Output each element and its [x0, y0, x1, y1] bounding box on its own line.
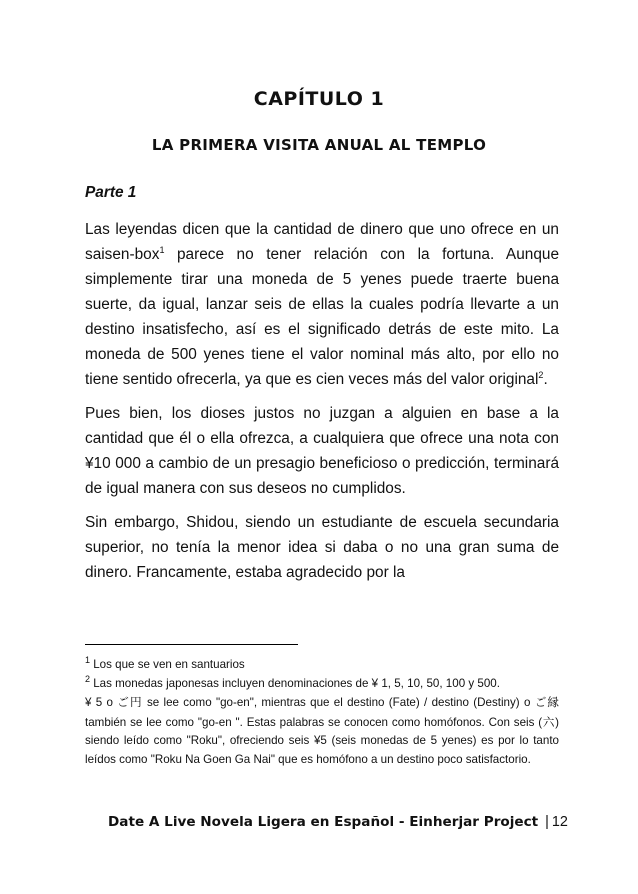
footnote-1 — [85, 656, 559, 675]
footnote-1-text: Los que se ven en santuarios — [90, 658, 245, 671]
footnote-2-line-1 — [85, 675, 559, 694]
footnote-2-number: 2 — [85, 673, 91, 684]
footnote-ref-1[interactable]: 1 — [159, 244, 165, 255]
footnote-divider — [85, 644, 298, 645]
footnote-2-kanji-1: ご円 — [117, 695, 143, 710]
footnote-ref-2[interactable]: 2 — [538, 369, 544, 380]
footnotes — [85, 656, 559, 770]
footer-title: Date A Live Novela Ligera en Español - Einherjar Project — [108, 814, 539, 830]
footnote-2-text-start: Las monedas japonesas incluyen denominaciones de ¥ 1, 5, 10, 50, 100 y 500. — [90, 676, 500, 690]
paragraph-1-end: . — [543, 371, 548, 388]
chapter-subtitle: LA PRIMERA VISITA ANUAL AL TEMPLO — [151, 136, 487, 154]
paragraph-2: Pues bien, los dioses justos no juzgan a alguien en base a la cantidad que él o ella ofrezca, a cualquiera que ofrece una nota con ¥10 000 a cambio de un presagio beneficioso o predicción, terminará de igual manera con sus deseos no cumplidos. — [85, 405, 559, 497]
footnote-2-kanji-2: ご縁 — [534, 695, 559, 710]
page-number: 12 — [551, 814, 568, 830]
footnote-2-body — [85, 693, 559, 769]
footnote-2-part-2: se lee como "go-en", mientras que el destino (Fate) / destino (Destiny) o — [142, 696, 535, 710]
chapter-title: CAPÍTULO 1 — [253, 88, 385, 110]
footnote-1-number: 1 — [85, 655, 91, 666]
footnote-2-part-4: ) siendo leído como "Roku", ofreciendo seis ¥5 (seis monedas de 5 yenes) es por lo tanto leídos como "Roku Na Goen Ga Nai" que es homófono a un destino poco satisfactorio. — [85, 715, 559, 766]
page-footer — [108, 814, 578, 830]
paragraph-1-start: Las leyendas dicen que la cantidad de dinero que uno ofrece en un saisen-box — [85, 221, 559, 263]
footnote-2-kanji-3: 六 — [542, 714, 556, 729]
part-title: Parte 1 — [85, 184, 137, 201]
body-text — [85, 180, 559, 585]
footnote-2-part-3: también se lee como "go-en ". Estas palabras se conocen como homófonos. Con seis ( — [85, 715, 543, 729]
footnote-2-part-1: ¥ 5 o — [85, 696, 118, 710]
footer-separator: | — [545, 814, 549, 830]
paragraph-1-middle: parece no tener relación con la fortuna. Aunque simplemente tirar una moneda de 5 yenes puede traerte buena suerte, da igual, lanzar seis de ellas la cuales podría llevarte a un destino insatisfecho, así es el significado detrás de este mito. La moneda de 500 yenes tiene el valor nominal más alto, por ello no tiene sentido ofrecerla, ya que es cien veces más del valor original — [85, 246, 559, 388]
paragraph-3: Sin embargo, Shidou, siendo un estudiante de escuela secundaria superior, no tenía la menor idea si daba o no una gran suma de dinero. Francamente, estaba agradecido por la — [85, 514, 559, 581]
paragraph-1 — [85, 217, 559, 392]
